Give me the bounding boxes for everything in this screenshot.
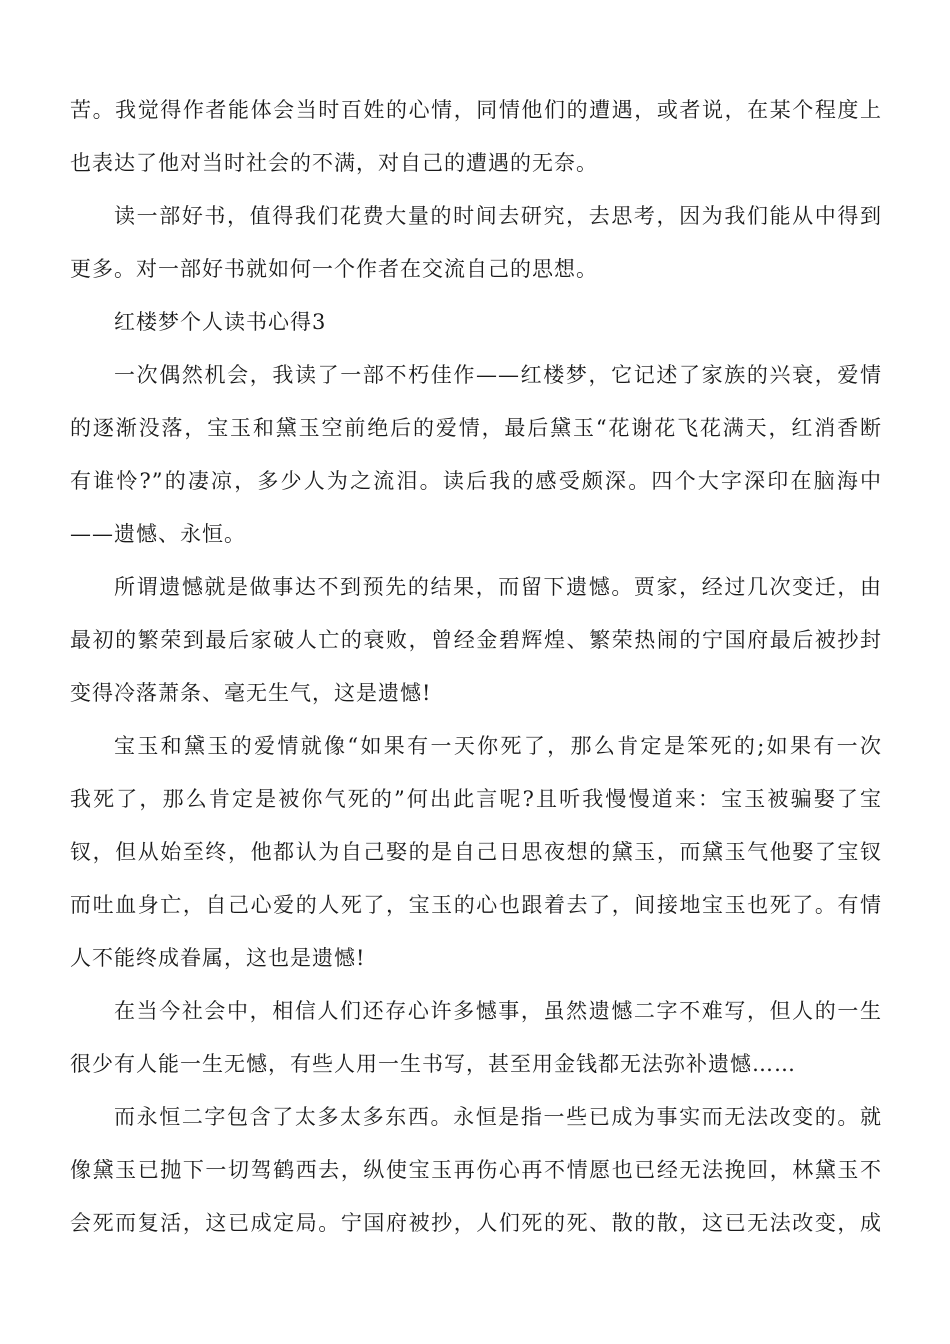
text-line: 更多。对一部好书就如何一个作者在交流自己的思想。	[70, 257, 598, 281]
text-line: 的逐渐没落，宝玉和黛玉空前绝后的爱情，最后黛玉“花谢花飞花满天，红消香断	[70, 416, 882, 440]
text-line: 我死了，那么肯定是被你气死的”何出此言呢?且听我慢慢道来：宝玉被骗娶了宝	[70, 787, 882, 811]
section-heading: 红楼梦个人读书心得3	[114, 310, 327, 334]
document-body	[70, 84, 882, 1250]
text-line: 像黛玉已抛下一切驾鹤西去，纵使宝玉再伤心再不情愿也已经无法挽回，林黛玉不	[70, 1158, 882, 1182]
text-line: 读一部好书，值得我们花费大量的时间去研究，去思考，因为我们能从中得到	[114, 204, 882, 228]
text-line: 而永恒二字包含了太多太多东西。永恒是指一些已成为事实而无法改变的。就	[114, 1105, 882, 1129]
text-line: 钗，但从始至终，他都认为自己娶的是自己日思夜想的黛玉，而黛玉气他娶了宝钗	[70, 840, 882, 864]
text-line: 最初的繁荣到最后家破人亡的衰败，曾经金碧辉煌、繁荣热闹的宁国府最后被抄封	[70, 628, 882, 652]
text-line: 有谁怜?”的凄凉，多少人为之流泪。读后我的感受颇深。四个大字深印在脑海中	[70, 469, 882, 493]
text-line: 在当今社会中，相信人们还存心许多憾事，虽然遗憾二字不难写，但人的一生	[114, 999, 882, 1023]
text-line: 所谓遗憾就是做事达不到预先的结果，而留下遗憾。贾家，经过几次变迁，由	[114, 575, 882, 599]
text-line: 人不能终成眷属，这也是遗憾!	[70, 946, 366, 970]
text-line: 宝玉和黛玉的爱情就像“如果有一天你死了，那么肯定是笨死的;如果有一次	[114, 734, 882, 758]
text-line: 而吐血身亡，自己心爱的人死了，宝玉的心也跟着去了，间接地宝玉也死了。有情	[70, 893, 882, 917]
text-line: ——遗憾、永恒。	[70, 522, 246, 546]
text-line: 也表达了他对当时社会的不满，对自己的遭遇的无奈。	[70, 151, 598, 175]
text-line: 变得冷落萧条、毫无生气，这是遗憾!	[70, 681, 432, 705]
text-line: 一次偶然机会，我读了一部不朽佳作——红楼梦，它记述了家族的兴衰，爱情	[114, 363, 882, 387]
text-line: 会死而复活，这已成定局。宁国府被抄，人们死的死、散的散，这已无法改变，成	[70, 1211, 882, 1235]
text-line: 苦。我觉得作者能体会当时百姓的心情，同情他们的遭遇，或者说，在某个程度上	[70, 98, 882, 122]
text-line: 很少有人能一生无憾，有些人用一生书写，甚至用金钱都无法弥补遗憾……	[70, 1052, 796, 1076]
